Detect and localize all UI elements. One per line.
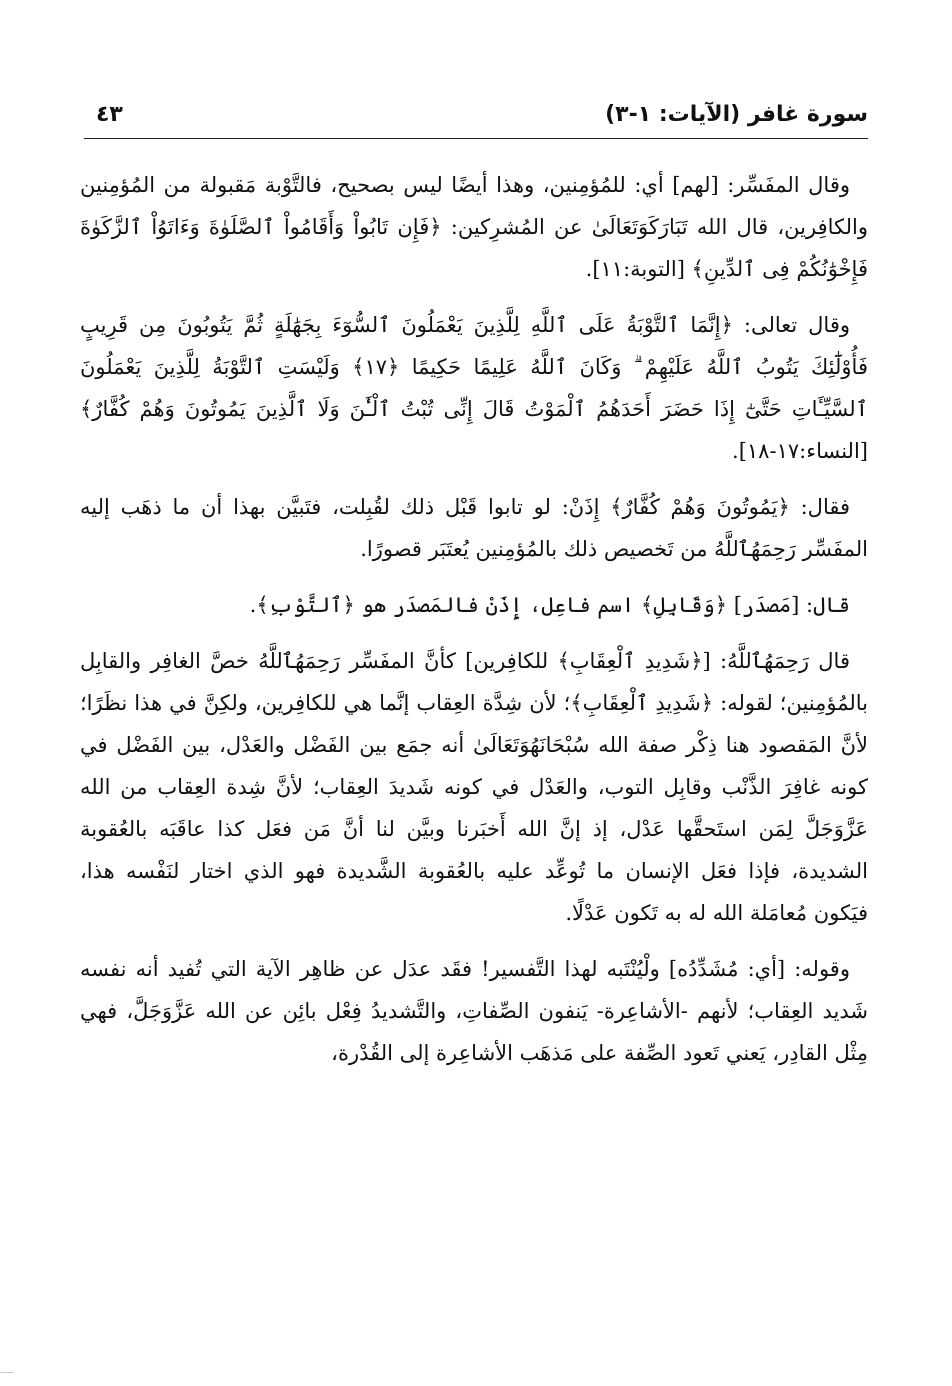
running-title: سورة غافر (الآيات: ١-٣) <box>605 102 868 127</box>
paragraph-4: قال: [مَصدَر] ﴿وَقَابِلِ﴾ اسم فاعِل، إِذَنْ فالمَصدَر هو ﴿ٱلتَّوْبِ﴾. <box>249 593 850 617</box>
page-header <box>96 98 868 138</box>
page-body <box>80 164 868 1088</box>
page-number: ٤٣ <box>96 102 123 127</box>
paragraph-2: وقال تعالى: ﴿إِنَّمَا ٱلتَّوْبَةُ عَلَى ٱللَّهِ لِلَّذِينَ يَعْمَلُونَ ٱلسُّوٓءَ بِجَهَٰلَةٍ ثُمَّ يَتُوبُونَ مِن قَرِيبٍ فَأُوْلَٰٓئِكَ يَتُوبُ ٱللَّهُ عَلَيْهِمْ ۗ وَكَانَ ٱللَّهُ عَلِيمًا حَكِيمًا ﴿١٧﴾ وَلَيْسَتِ ٱلتَّوْبَةُ لِلَّذِينَ يَعْمَلُونَ ٱلسَّيِّـَٔاتِ حَتَّىٰٓ إِذَا حَضَرَ أَحَدَهُمُ ٱلْمَوْتُ قَالَ إِنِّى تُبْتُ ٱلْـَٰٔنَ وَلَا ٱلَّذِينَ يَمُوتُونَ وَهُمْ كُفَّارٌ﴾ [النساء:١٧-١٨]. <box>80 313 868 463</box>
paragraph-5: قال رَحِمَهُٱللَّهُ: [﴿شَدِيدِ ٱلْعِقَابِ﴾ للكافِرين] كأنَّ المفَسِّر رَحِمَهُٱللَّهُ خصَّ الغافِر والقابِل بالمُؤمِنين؛ لقوله: ﴿شَدِيدِ ٱلْعِقَابِ﴾؛ لأن شِدَّة العِقاب إنَّما هي للكافِرين، ولكِنَّ في هذا نظَرًا؛ لأنَّ المَقصود هنا ذِكْر صفة الله سُبْحَانَهُوَتَعَالَىٰ أنه جمَع بين الفَضْل والعَدْل، بين الفَضْل في كونه غافِرَ الذَّنْب وقابِل التوب، والعَدْل في كونه شَديدَ العِقاب؛ لأنَّ شِدة العِقاب من الله عَزَّوَجَلَّ لِمَن استَحقَّها عَدْل، إذ إنَّ الله أَخبَرنا وبيَّن لنا أنَّ مَن فعَل كذا عاقَبَه بالعُقوبة الشديدة، فإذا فعَل الإنسان ما تُوعِّد عليه بالعُقوبة الشَّديدة فهو الذي اختار لنَفْسه هذا، فيَكون مُعامَلة الله له به تَكون عَدْلًا. <box>80 649 868 925</box>
paragraph-1: وقال المفَسِّر: [لهم] أي: للمُؤمِنين، وهذا أيضًا ليس بصحيح، فالتَّوْبة مَقبولة من المُؤمِنين والكافِرين، قال الله تَبَارَكَوَتَعَالَىٰ عن المُشرِكين: ﴿فَإِن تَابُواْ وَأَقَامُواْ ٱلصَّلَوٰةَ وَءَاتَوُاْ ٱلزَّكَوٰةَ فَإِخْوَٰنُكُمْ فِى ٱلدِّينِ﴾ [التوبة:١١]. <box>80 173 868 281</box>
header-divider <box>84 138 868 139</box>
scan-edge-mark <box>0 1372 14 1373</box>
paragraph-3: فقال: ﴿يَمُوتُونَ وَهُمْ كُفَّارٌ﴾ إِذَنْ: لو تابوا قَبْل ذلك لقُبِلت، فتَبيَّن بهذا أن ما ذهَب إليه المفَسِّر رَحِمَهُٱللَّهُ من تَخصيص ذلك بالمُؤمِنين يُعتَبَر قصورًا. <box>80 495 868 561</box>
paragraph-6: وقوله: [أي: مُشَدِّدُه] ولْيُنْتَبه لهذا التَّفسير! فقَد عدَل عن ظاهِر الآية التي تُفيد أنه نفسه شَديد العِقاب؛ لأنهم -الأشاعِرة- يَنفون الصِّفاتِ، والتَّشديدُ فِعْل بائِن عن الله عَزَّوَجَلَّ، فهي مِثْل القادِر، يَعني تَعود الصِّفة على مَذهَب الأشاعِرة إلى القُدْرة، <box>80 957 868 1065</box>
